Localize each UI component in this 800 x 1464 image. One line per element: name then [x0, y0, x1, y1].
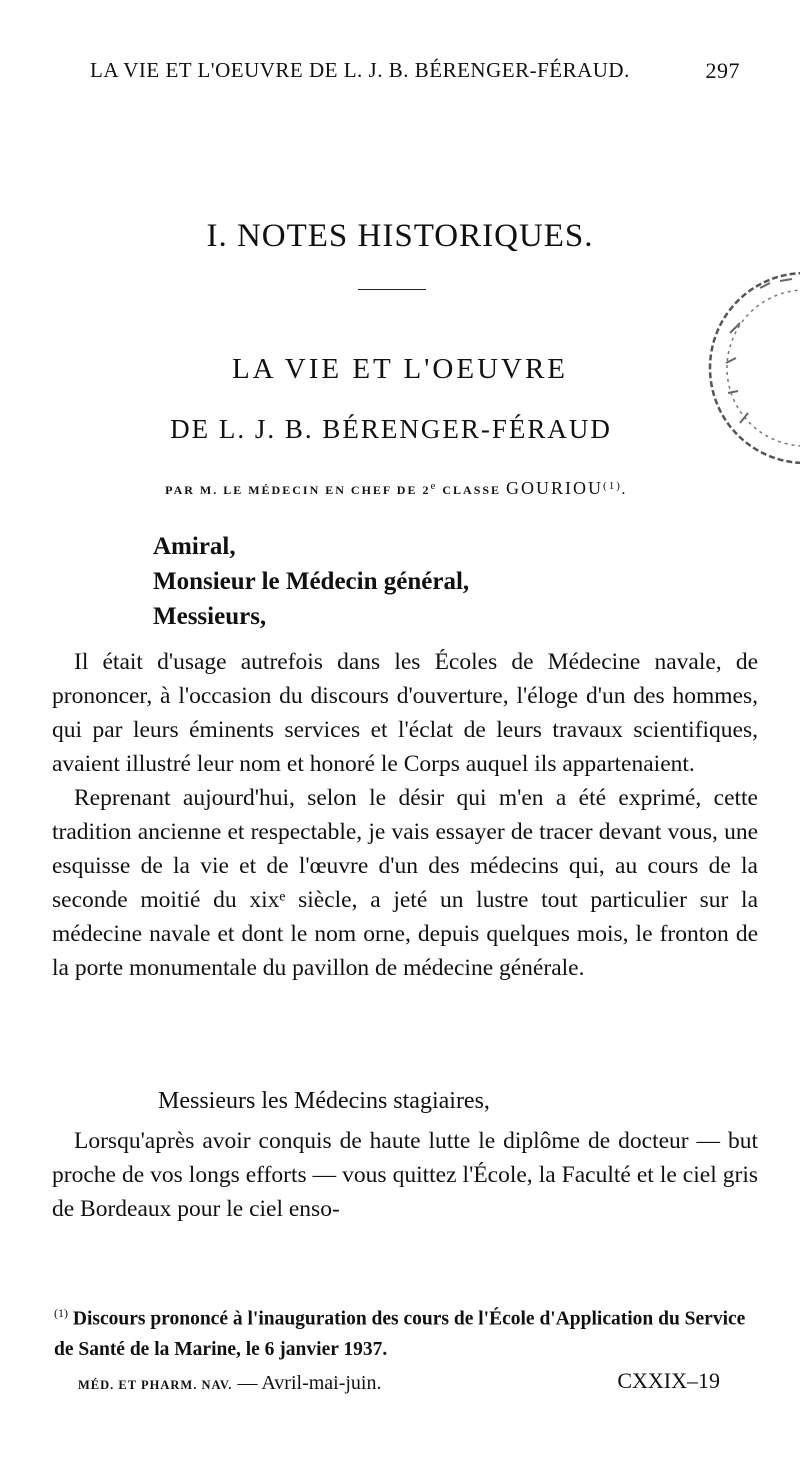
- salutation-messieurs: Messieurs,: [153, 603, 267, 630]
- footnote-reference: (1): [603, 480, 622, 492]
- stagiaires-greeting: Messieurs les Médecins stagiaires,: [158, 1088, 490, 1114]
- byline-classe: CLASSE: [437, 483, 507, 497]
- article-title-line-2: DE L. J. B. BÉRENGER-FÉRAUD: [170, 414, 612, 444]
- running-head-title: LA VIE ET L'OEUVRE DE L. J. B. BÉRENGER-FÉRAUD.: [90, 58, 630, 82]
- salutation-medecin-general: Monsieur le Médecin général,: [153, 568, 470, 595]
- paragraph-diplome: Lorsqu'après avoir conquis de haute lutte le diplôme de docteur — but proche de vos longs efforts — vous quittez l'École, la Faculté et le ciel gris de Bordeaux pour le ciel enso-: [52, 1128, 758, 1222]
- body-text-2: [52, 1124, 758, 1226]
- section-title: I. NOTES HISTORIQUES.: [206, 218, 594, 254]
- title-divider: [358, 289, 426, 290]
- footnote-text: Discours prononcé à l'inauguration des cours de l'École d'Application du Service de Santé de la Marine, le 6 janvier 1937.: [54, 1308, 746, 1360]
- paragraph-tradition: Reprenant aujourd'hui, selon le désir qui m'en a été exprimé, cette tradition ancienne et respectable, je vais essayer de tracer devant vous, une esquisse de la vie et de l'œuvre d'un des médecins qui, au cours de la seconde moitié du xixᵉ siècle, a jeté un lustre tout particulier sur la médecine navale et dont le nom orne, depuis quelques mois, le fronton de la porte monumentale du pavillon de médecine générale.: [52, 785, 758, 981]
- byline-author: GOURIOU: [506, 478, 604, 498]
- paragraph-usage: Il était d'usage autrefois dans les Écoles de Médecine navale, de prononcer, à l'occasion du discours d'ouverture, l'éloge d'un des hommes, qui par leurs éminents services et l'éclat de leurs travaux scientifiques, avaient illustré leur nom et honoré le Corps auquel ils appartenaient.: [52, 649, 758, 777]
- salutation-amiral: Amiral,: [153, 533, 236, 560]
- page-number: 297: [705, 58, 740, 83]
- body-text-1: [52, 645, 758, 985]
- article-title-line-1: LA VIE ET L'OEUVRE: [231, 353, 569, 385]
- footer-journal: MÉD. ET PHARM. NAV.: [78, 1378, 233, 1392]
- byline-ordinal: e: [430, 480, 438, 492]
- footnote-marker: (1): [54, 1306, 68, 1320]
- page-footer: [78, 1368, 720, 1395]
- byline-prefix: PAR M. LE MÉDECIN EN CHEF DE 2: [165, 483, 431, 497]
- footer-issue: — Avril-mai-juin.: [232, 1372, 382, 1394]
- byline: [0, 478, 792, 499]
- byline-end: .: [621, 483, 627, 497]
- library-stamp-icon: [700, 263, 800, 483]
- footnote: [54, 1298, 758, 1365]
- footer-signature: CXXIX–19: [617, 1368, 720, 1393]
